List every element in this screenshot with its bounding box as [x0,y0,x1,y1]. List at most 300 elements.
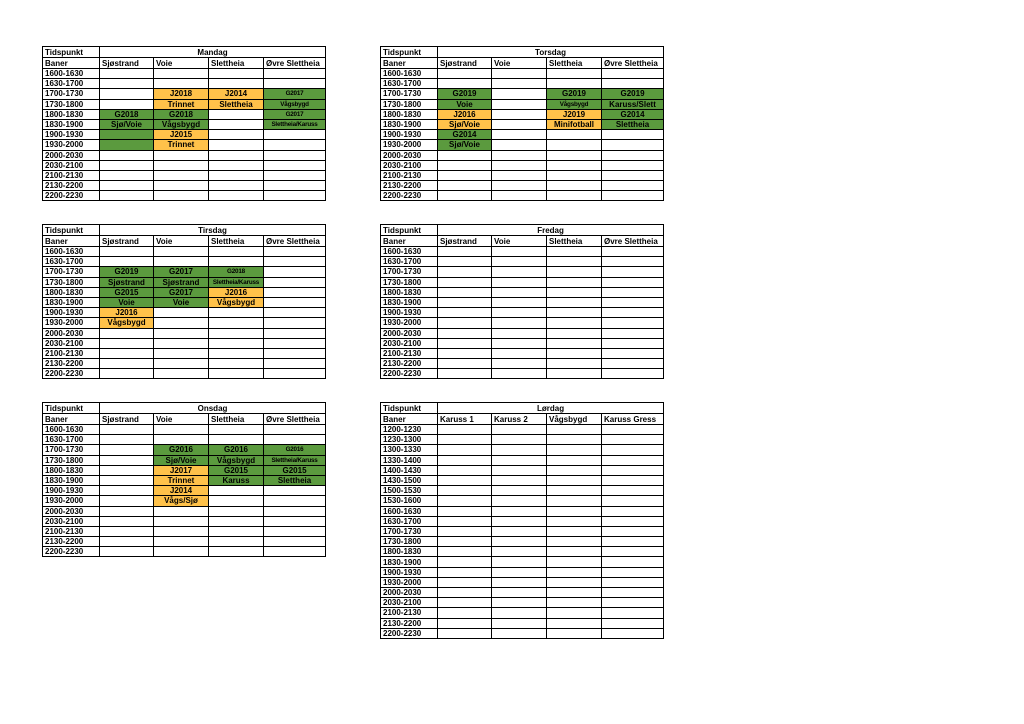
booking-cell [438,318,492,328]
booking-cell [154,506,209,516]
time-slot-row [43,191,326,201]
booking-cell [547,79,602,89]
time-header: Tidspunkt [381,47,438,58]
time-slot-label: 2000-2030 [43,506,100,516]
time-slot-row [381,425,664,435]
booking-cell [547,567,602,577]
booking-cell [154,359,209,369]
booking-cell [492,567,547,577]
booking-cell [100,99,154,109]
time-slot-label: 1730-1800 [43,99,100,109]
time-slot-row [381,557,664,567]
time-slot-row [381,496,664,506]
schedule-tirsdag [42,224,326,379]
booking-cell [602,577,664,587]
time-slot-row [43,130,326,140]
booking-cell [492,308,547,318]
booking-cell [209,547,264,557]
time-slot-row [381,445,664,455]
booking-cell [547,465,602,475]
time-slot-row [43,516,326,526]
booking-cell [438,287,492,297]
time-slot-label: 2130-2200 [43,537,100,547]
time-slot-row [381,99,664,109]
booking-cell [602,425,664,435]
booking-cell [100,338,154,348]
time-slot-row [381,338,664,348]
header-row-fields [43,58,326,69]
booking-cell [264,486,326,496]
booking-cell: G2017 [264,109,326,119]
booking-cell [602,191,664,201]
booking-cell [100,348,154,358]
booking-cell: Karuss [209,475,264,485]
booking-cell [547,170,602,180]
booking-cell [100,526,154,536]
booking-cell [602,150,664,160]
booking-cell [547,618,602,628]
booking-cell [154,150,209,160]
day-title: Torsdag [438,47,664,58]
header-row-fields [381,414,664,425]
booking-cell [602,79,664,89]
booking-cell [209,109,264,119]
booking-cell [547,267,602,277]
time-slot-row [43,79,326,89]
time-slot-label: 1900-1930 [43,486,100,496]
time-slot-label: 2100-2130 [43,526,100,536]
field-name: Sjøstrand [100,236,154,247]
booking-cell [209,140,264,150]
time-slot-row [43,99,326,109]
booking-cell [547,160,602,170]
time-slot-label: 1830-1900 [43,475,100,485]
booking-cell [264,287,326,297]
time-slot-row [43,119,326,129]
booking-cell [438,628,492,638]
schedule-onsdag [42,402,326,557]
day-title: Onsdag [100,403,326,414]
time-slot-row [43,506,326,516]
time-slot-row [381,486,664,496]
booking-cell [492,79,547,89]
booking-cell [492,628,547,638]
time-slot-label: 2030-2100 [381,338,438,348]
booking-cell: Slettheia [264,475,326,485]
time-slot-row [381,69,664,79]
booking-cell [264,297,326,307]
booking-cell [602,445,664,455]
booking-cell [492,181,547,191]
time-slot-row [43,318,326,328]
header-row-day [381,47,664,58]
booking-cell [209,318,264,328]
time-slot-row [381,79,664,89]
booking-cell [492,191,547,201]
time-slot-label: 1600-1630 [381,247,438,257]
booking-cell [264,257,326,267]
booking-cell [154,369,209,379]
time-slot-label: 1900-1930 [381,308,438,318]
booking-cell [602,506,664,516]
time-slot-label: 1630-1700 [43,257,100,267]
booking-cell [492,130,547,140]
time-slot-row [43,69,326,79]
booking-cell [154,308,209,318]
time-slot-label: 2100-2130 [43,348,100,358]
booking-cell [264,425,326,435]
time-slot-row [381,537,664,547]
time-slot-row [381,598,664,608]
booking-cell [438,348,492,358]
booking-cell [602,69,664,79]
time-slot-label: 1700-1730 [381,89,438,99]
booking-cell [492,618,547,628]
booking-cell: Slettheia/Karuss [264,119,326,129]
booking-cell [602,526,664,536]
booking-cell [100,79,154,89]
time-slot-row [381,348,664,358]
booking-cell [154,181,209,191]
booking-cell [602,287,664,297]
booking-cell [154,247,209,257]
booking-cell [602,247,664,257]
field-header: Baner [43,414,100,425]
booking-cell [154,69,209,79]
day-title: Lørdag [438,403,664,414]
booking-cell [547,69,602,79]
time-slot-label: 1630-1700 [381,257,438,267]
time-slot-row [43,140,326,150]
booking-cell [209,435,264,445]
booking-cell [547,496,602,506]
booking-cell: J2015 [154,130,209,140]
booking-cell [154,191,209,201]
booking-cell [438,516,492,526]
time-slot-label: 1900-1930 [43,308,100,318]
time-slot-label: 2200-2230 [381,628,438,638]
field-name: Sjøstrand [100,58,154,69]
booking-cell [602,338,664,348]
field-name: Øvre Slettheia [264,236,326,247]
booking-cell [547,547,602,557]
time-slot-label: 2130-2200 [381,181,438,191]
booking-cell [492,516,547,526]
time-slot-label: 2130-2200 [381,359,438,369]
booking-cell [438,598,492,608]
booking-cell [602,267,664,277]
time-slot-row [43,359,326,369]
booking-cell [547,297,602,307]
booking-cell [264,537,326,547]
booking-cell [209,328,264,338]
booking-cell [492,140,547,150]
field-name: Voie [154,236,209,247]
booking-cell [100,465,154,475]
time-slot-label: 1930-2000 [43,496,100,506]
booking-cell [209,526,264,536]
booking-cell [602,160,664,170]
time-slot-row [381,435,664,445]
field-name: Slettheia [209,58,264,69]
booking-cell [547,598,602,608]
booking-cell [602,328,664,338]
time-slot-label: 2200-2230 [381,191,438,201]
day-title: Fredag [438,225,664,236]
time-slot-label: 2000-2030 [381,588,438,598]
booking-cell [547,130,602,140]
booking-cell [264,181,326,191]
booking-cell [492,328,547,338]
booking-cell [492,557,547,567]
booking-cell [100,475,154,485]
booking-cell [264,506,326,516]
booking-cell [438,577,492,587]
field-name: Slettheia [209,236,264,247]
booking-cell [264,359,326,369]
time-slot-row [43,308,326,318]
time-slot-row [43,287,326,297]
booking-cell [547,486,602,496]
booking-cell: Sjøstrand [100,277,154,287]
booking-cell [438,425,492,435]
field-name: Vågsbygd [547,414,602,425]
booking-cell [492,486,547,496]
time-slot-row [381,516,664,526]
booking-cell [547,277,602,287]
day-title: Mandag [100,47,326,58]
time-slot-row [381,608,664,618]
time-slot-label: 2100-2130 [43,170,100,180]
time-slot-row [43,445,326,455]
header-row-fields [43,236,326,247]
booking-cell [602,130,664,140]
time-slot-label: 1600-1630 [381,69,438,79]
booking-cell: G2017 [154,267,209,277]
booking-cell [100,130,154,140]
booking-cell: Sjø/Voie [438,119,492,129]
booking-cell [602,628,664,638]
booking-cell [264,318,326,328]
booking-cell [154,348,209,358]
booking-cell [154,526,209,536]
booking-cell [602,455,664,465]
time-slot-row [381,369,664,379]
booking-cell [154,338,209,348]
time-slot-label: 1630-1700 [381,516,438,526]
booking-cell: Vågsbygd [100,318,154,328]
booking-cell [492,526,547,536]
time-slot-label: 1200-1230 [381,425,438,435]
header-row-day [43,403,326,414]
time-slot-row [43,455,326,465]
booking-cell [100,369,154,379]
booking-cell: G2019 [547,89,602,99]
time-header: Tidspunkt [43,225,100,236]
booking-cell [209,369,264,379]
time-slot-label: 1430-1500 [381,475,438,485]
booking-cell: Vågsbygd [154,119,209,129]
booking-cell: Trinnet [154,475,209,485]
header-row-day [43,47,326,58]
booking-cell [492,496,547,506]
booking-cell [492,455,547,465]
booking-cell [100,150,154,160]
booking-cell [100,486,154,496]
booking-cell [100,425,154,435]
booking-cell [209,69,264,79]
time-slot-label: 1800-1830 [43,287,100,297]
time-slot-label: 1630-1700 [43,79,100,89]
booking-cell [264,435,326,445]
field-name: Øvre Slettheia [264,414,326,425]
booking-cell: G2016 [154,445,209,455]
time-slot-label: 2000-2030 [381,328,438,338]
booking-cell [209,537,264,547]
header-row-fields [381,58,664,69]
booking-cell [154,318,209,328]
time-slot-label: 2000-2030 [43,328,100,338]
booking-cell [438,308,492,318]
booking-cell [209,486,264,496]
header-row-day [381,225,664,236]
booking-cell [209,308,264,318]
booking-cell [154,435,209,445]
booking-cell [264,247,326,257]
booking-cell [209,130,264,140]
time-slot-label: 2000-2030 [381,150,438,160]
booking-cell [602,598,664,608]
booking-cell [547,526,602,536]
time-slot-label: 1230-1300 [381,435,438,445]
booking-cell [602,486,664,496]
booking-cell [100,496,154,506]
time-slot-label: 1330-1400 [381,455,438,465]
booking-cell [602,567,664,577]
booking-cell [547,191,602,201]
booking-cell [492,69,547,79]
time-slot-label: 1800-1830 [381,109,438,119]
time-slot-label: 1830-1900 [43,297,100,307]
booking-cell [602,257,664,267]
booking-cell [154,547,209,557]
booking-cell: G2016 [264,445,326,455]
booking-cell [100,516,154,526]
time-slot-label: 1630-1700 [381,79,438,89]
booking-cell [154,516,209,526]
booking-cell: Karuss/Slett [602,99,664,109]
booking-cell [264,369,326,379]
booking-cell [547,369,602,379]
booking-cell: Sjø/Voie [438,140,492,150]
booking-cell: Vågsbygd [547,99,602,109]
booking-cell [547,308,602,318]
time-slot-row [43,170,326,180]
time-slot-label: 2200-2230 [43,191,100,201]
header-row-fields [43,414,326,425]
field-name: Voie [492,236,547,247]
time-slot-row [43,547,326,557]
booking-cell: Sjøstrand [154,277,209,287]
schedule-lordag [380,402,664,639]
booking-cell [209,170,264,180]
time-slot-row [381,287,664,297]
booking-cell [209,247,264,257]
booking-cell [547,247,602,257]
booking-cell [438,328,492,338]
field-header: Baner [43,58,100,69]
booking-cell [547,348,602,358]
booking-cell [492,608,547,618]
time-slot-label: 1730-1800 [381,537,438,547]
time-slot-label: 1730-1800 [381,99,438,109]
time-slot-row [43,425,326,435]
booking-cell [209,506,264,516]
booking-cell [438,435,492,445]
booking-cell [264,130,326,140]
field-name: Voie [154,414,209,425]
time-slot-row [43,150,326,160]
time-slot-row [43,486,326,496]
booking-cell [438,588,492,598]
booking-cell: J2019 [547,109,602,119]
booking-cell [602,557,664,567]
booking-cell [209,257,264,267]
booking-cell [154,170,209,180]
booking-cell [209,359,264,369]
schedule-mandag [42,46,326,201]
booking-cell: Voie [438,99,492,109]
day-title: Tirsdag [100,225,326,236]
time-slot-label: 2130-2200 [381,618,438,628]
booking-cell [492,338,547,348]
field-name: Slettheia [547,236,602,247]
field-name: Sjøstrand [100,414,154,425]
booking-cell [209,181,264,191]
booking-cell [547,425,602,435]
booking-cell [209,79,264,89]
booking-cell: Vågsbygd [264,99,326,109]
booking-cell [547,435,602,445]
booking-cell: Sjø/Voie [100,119,154,129]
booking-cell [492,170,547,180]
booking-cell [264,150,326,160]
time-slot-label: 1900-1930 [381,567,438,577]
booking-cell [100,191,154,201]
booking-cell [492,425,547,435]
time-slot-label: 1930-2000 [43,140,100,150]
booking-cell [492,297,547,307]
time-slot-row [43,257,326,267]
booking-cell [602,170,664,180]
booking-cell [492,369,547,379]
field-name: Sjøstrand [438,58,492,69]
booking-cell [547,537,602,547]
booking-cell [492,537,547,547]
booking-cell: Vågs/Sjø [154,496,209,506]
booking-cell [438,181,492,191]
header-row-day [43,225,326,236]
booking-cell [547,338,602,348]
time-slot-label: 2030-2100 [43,338,100,348]
booking-cell [264,308,326,318]
booking-cell [602,348,664,358]
booking-cell [154,79,209,89]
booking-cell [492,99,547,109]
booking-cell [209,348,264,358]
booking-cell [547,475,602,485]
time-slot-row [381,109,664,119]
